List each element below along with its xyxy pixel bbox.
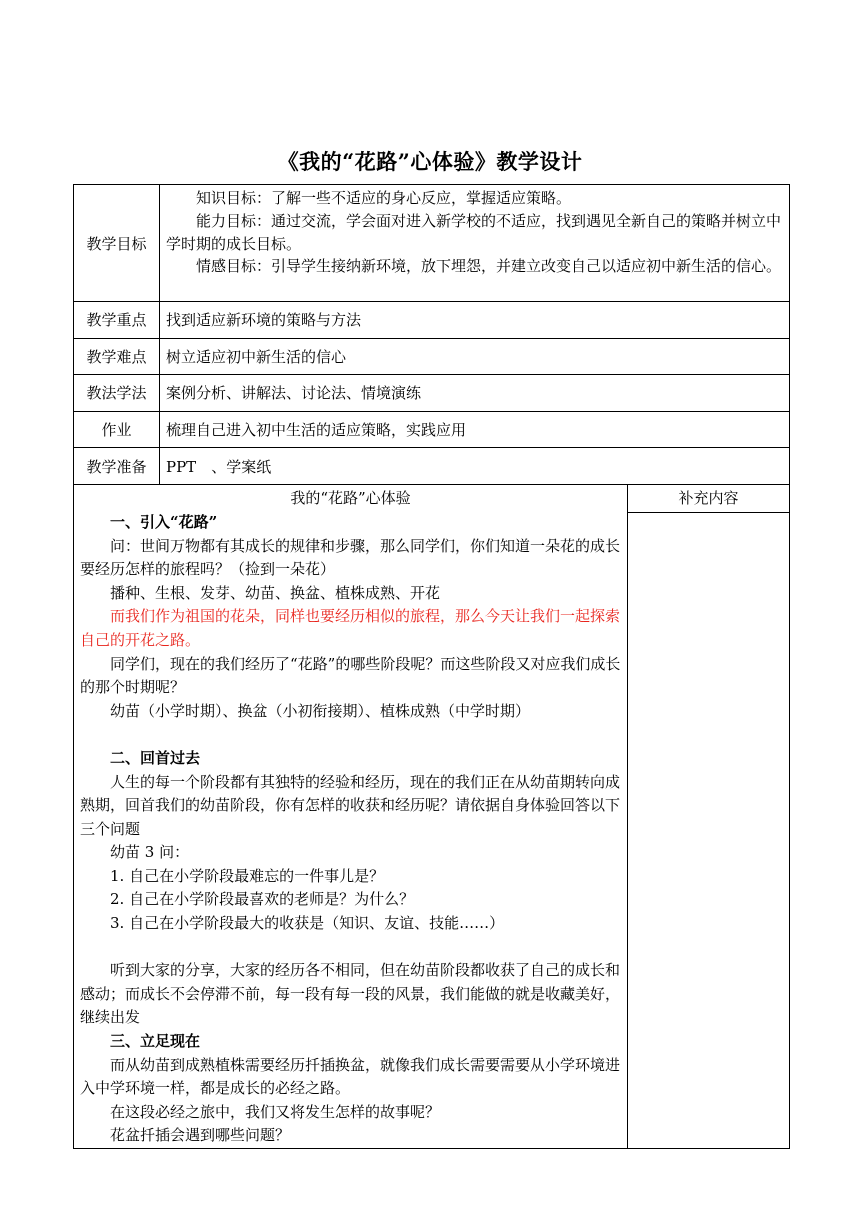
- section-3-problem: 花盆扦插会遇到哪些问题？: [110, 1126, 291, 1145]
- objectives-row: [74, 185, 790, 302]
- section-3-intro: 而从幼苗到成熟植株需要经历扦插换盆，就像我们成长需要需要从小学环境进入中学环境一样，都是成长的必经之路。: [80, 1055, 621, 1098]
- preparation-row: [74, 448, 790, 485]
- section-2-title: 二、回首过去: [110, 748, 201, 767]
- supplement-column: [628, 485, 790, 1149]
- key-points-row: [74, 302, 790, 339]
- objectives-content: [160, 185, 790, 302]
- spacer: [80, 723, 621, 747]
- process-row: [74, 485, 790, 1149]
- section-1-prompt: 同学们，现在的我们经历了“花路”的哪些阶段呢？而这些阶段又对应我们成长的那个时期呢？: [80, 654, 621, 697]
- objectives-label: 教学目标: [74, 185, 160, 302]
- section-1-title: 一、引入“花路”: [110, 512, 218, 531]
- difficulties-label: 教学难点: [74, 338, 160, 375]
- process-content: [74, 485, 628, 1149]
- key-points-label: 教学重点: [74, 302, 160, 339]
- spacer: [80, 936, 621, 960]
- preparation-value: PPT 、学案纸: [160, 448, 790, 485]
- question-3: 3. 自己在小学阶段最大的收获是（知识、友谊、技能……）: [110, 914, 505, 933]
- section-1-stages: 播种、生根、发芽、幼苗、换盆、植株成熟、开花: [110, 583, 441, 602]
- supplement-heading: 补充内容: [628, 485, 789, 513]
- section-2-intro: 人生的每一个阶段都有其独特的经验和经历，现在的我们正在从幼苗期转向成熟期，回首我们的幼苗阶段，你有怎样的收获和经历呢？请依据自身体验回答以下三个问题: [80, 772, 621, 838]
- section-1-answer: 幼苗（小学时期）、换盆（小初衔接期）、植株成熟（中学时期）: [110, 701, 531, 720]
- lesson-plan-table: [73, 184, 790, 1149]
- section-1-question: 问：世间万物都有其成长的规律和步骤，那么同学们，你们知道一朵花的成长要经历怎样的旅程吗？（捡到一朵花）: [80, 536, 621, 579]
- process-heading: 我的“花路”心体验: [290, 489, 411, 508]
- homework-row: [74, 411, 790, 448]
- methods-value: 案例分析、讲解法、讨论法、情境演练: [160, 375, 790, 412]
- preparation-label: 教学准备: [74, 448, 160, 485]
- question-1: 1. 自己在小学阶段最难忘的一件事儿是？: [110, 866, 385, 885]
- question-2: 2. 自己在小学阶段最喜欢的老师是？为什么？: [110, 890, 415, 909]
- methods-row: [74, 375, 790, 412]
- knowledge-objective: 知识目标：了解一些不适应的身心反应，掌握适应策略。: [196, 189, 572, 207]
- methods-label: 教法学法: [74, 375, 160, 412]
- section-2-summary: 听到大家的分享，大家的经历各不相同，但在幼苗阶段都收获了自己的成长和感动；而成长不会停滞不前，每一段有每一段的风景，我们能做的就是收藏美好，继续出发: [80, 961, 621, 1027]
- section-3-title: 三、立足现在: [110, 1032, 201, 1051]
- key-points-value: 找到适应新环境的策略与方法: [160, 302, 790, 339]
- emotion-objective: 情感目标：引导学生接纳新环境，放下埋怨，并建立改变自己以适应初中新生活的信心。: [196, 257, 782, 276]
- difficulties-row: [74, 338, 790, 375]
- homework-label: 作业: [74, 411, 160, 448]
- difficulties-value: 树立适应初中新生活的信心: [160, 338, 790, 375]
- homework-value: 梳理自己进入初中生活的适应策略，实践应用: [160, 411, 790, 448]
- section-2-label: 幼苗 3 问：: [110, 843, 190, 862]
- section-3-question: 在这段必经之旅中，我们又将发生怎样的故事呢？: [110, 1102, 441, 1121]
- ability-objective: 能力目标：通过交流，学会面对进入新学校的不适应，找到遇见全新自己的策略并树立中学时期的成长目标。: [166, 211, 782, 253]
- document-title: 《我的“花路”心体验》教学设计: [277, 149, 583, 174]
- section-1-highlight: 而我们作为祖国的花朵，同样也要经历相似的旅程，那么今天让我们一起探索自己的开花之路。: [80, 607, 621, 649]
